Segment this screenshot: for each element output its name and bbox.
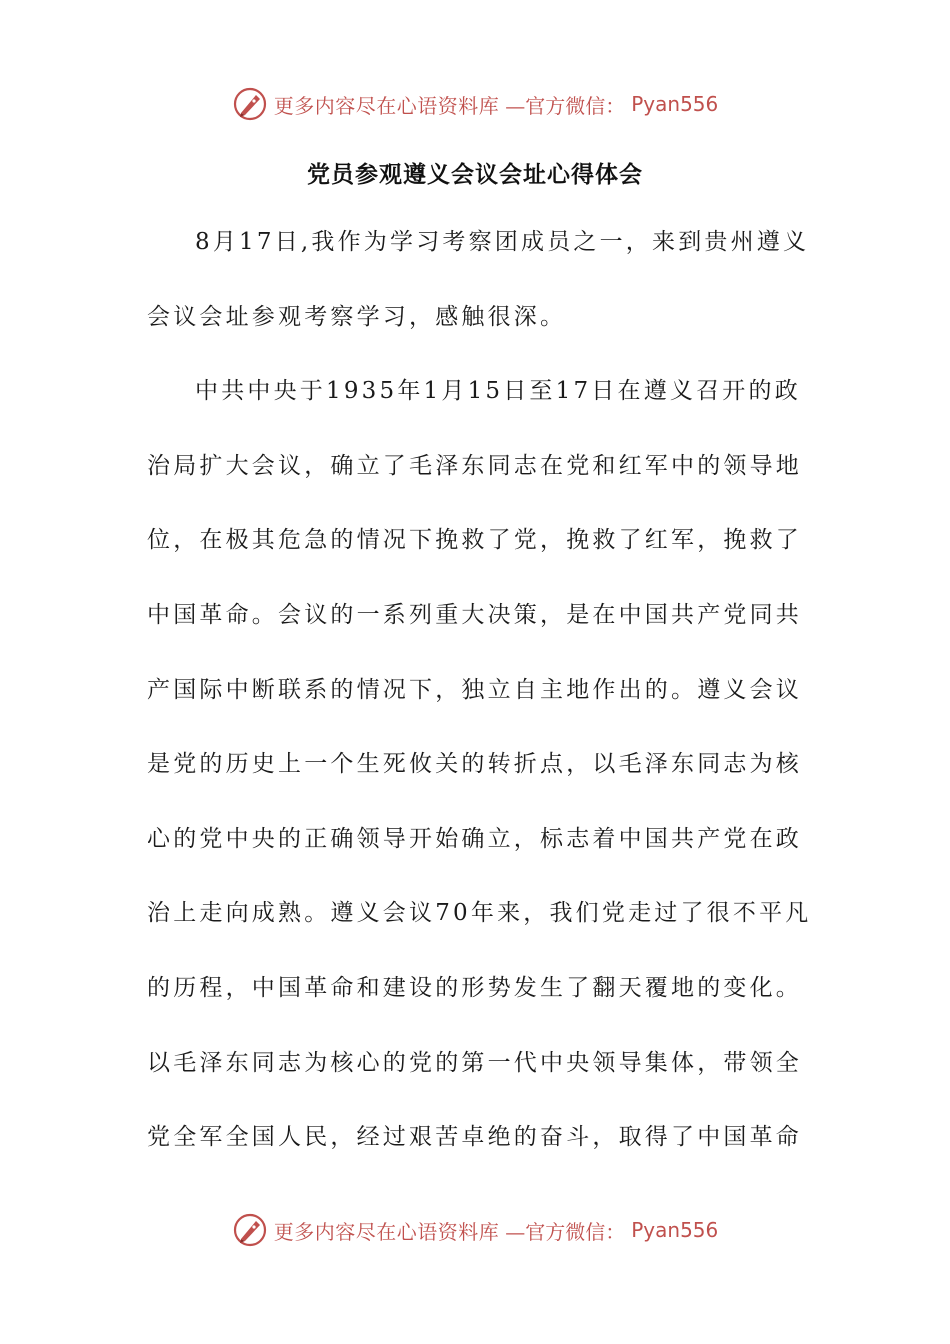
paragraph-line: 治局扩大会议，确立了毛泽东同志在党和红军中的领导地 (147, 452, 802, 479)
banner-separator: —官方微信： (505, 1219, 626, 1244)
paragraph-line: 产国际中断联系的情况下，独立自主地作出的。遵义会议 (147, 676, 802, 703)
header-banner (0, 84, 950, 124)
banner-wechat-id: Pyan556 (631, 92, 719, 116)
document-title: 党员参观遵义会议会址心得体会 (307, 161, 643, 188)
paragraph-line: 中共中央于1935年1月15日至17日在遵义召开的政 (195, 378, 801, 405)
paragraph-line: 是党的历史上一个生死攸关的转折点，以毛泽东同志为核 (147, 751, 802, 778)
pen-nib-icon (232, 1212, 268, 1248)
banner-library-text: 更多内容尽在心语资料库 (273, 93, 500, 118)
pen-nib-icon (232, 86, 268, 122)
banner-separator: —官方微信： (505, 93, 626, 118)
paragraph-line: 心的党中央的正确领导开始确立，标志着中国共产党在政 (147, 825, 802, 852)
paragraph-line: 位，在极其危急的情况下挽救了党，挽救了红军，挽救了 (147, 527, 802, 554)
banner-wechat-id: Pyan556 (631, 1218, 719, 1242)
paragraph-line: 以毛泽东同志为核心的党的第一代中央领导集体，带领全 (147, 1049, 802, 1076)
paragraph-line: 党全军全国人民，经过艰苦卓绝的奋斗，取得了中国革命 (147, 1124, 802, 1151)
paragraph-line: 的历程，中国革命和建设的形势发生了翻天覆地的变化。 (147, 974, 802, 1001)
footer-banner (0, 1210, 950, 1250)
paragraph-line: 中国革命。会议的一系列重大决策，是在中国共产党同共 (147, 601, 802, 628)
banner-library-text: 更多内容尽在心语资料库 (273, 1219, 500, 1244)
paragraph-line: 8月17日,我作为学习考察团成员之一，来到贵州遵义 (195, 229, 810, 255)
paragraph-line: 会议会址参观考察学习，感触很深。 (147, 303, 567, 330)
document-body (147, 214, 812, 1184)
paragraph-line: 治上走向成熟。遵义会议70年来，我们党走过了很不平凡 (147, 900, 812, 927)
